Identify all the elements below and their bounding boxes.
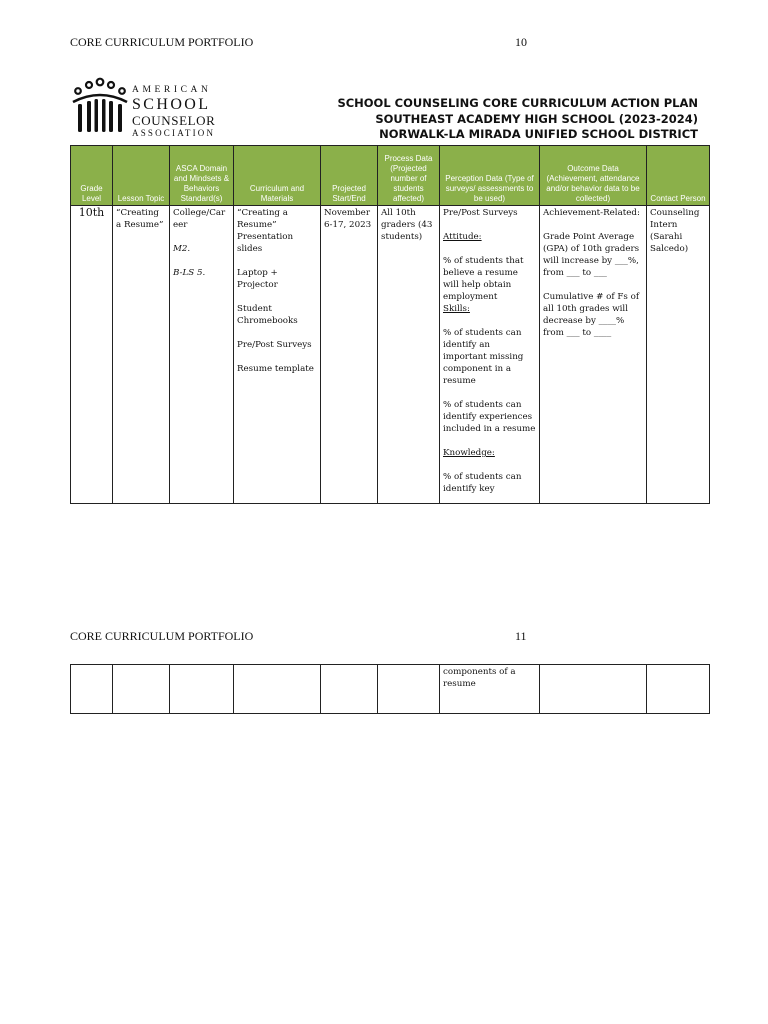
plan-title: SCHOOL COUNSELING CORE CURRICULUM ACTION PLAN — [337, 96, 698, 110]
col-grade-level: Grade Level — [71, 146, 113, 206]
cell-topic: “Creating a Resume” — [113, 206, 170, 504]
col-curriculum-materials: Curriculum and Materials — [234, 146, 321, 206]
standard-m2: M2. — [173, 244, 191, 254]
cell-empty — [321, 665, 378, 714]
col-lesson-topic: Lesson Topic — [113, 146, 170, 206]
page-number: 11 — [515, 629, 527, 643]
district-title: NORWALK-LA MIRADA UNIFIED SCHOOL DISTRICT — [379, 127, 698, 141]
outcome-label: Achievement-Related: — [543, 208, 640, 218]
col-projected-dates: Projected Start/End — [321, 146, 378, 206]
logo-line-association: ASSOCIATION — [132, 127, 216, 138]
asca-figures-icon — [70, 76, 130, 136]
running-title: CORE CURRICULUM PORTFOLIO — [70, 629, 254, 643]
cell-materials — [234, 206, 321, 504]
material-item: Student Chromebooks — [237, 304, 298, 326]
material-item: Resume template — [237, 364, 314, 374]
action-plan-table — [70, 145, 710, 504]
outcome-item: Cumulative # of Fs of all 10th grades will decrease by ____% from ___ to ____ — [543, 292, 640, 338]
logo-line-american: AMERICAN — [132, 85, 212, 95]
attitude-item: % of students that believe a resume will help obtain employment — [443, 256, 524, 302]
domain-text: College/Career — [173, 208, 226, 230]
table-header-row — [71, 146, 710, 206]
cell-perception-continued: components of a resume — [440, 665, 540, 714]
cell-empty — [113, 665, 170, 714]
col-process-data: Process Data (Projected number of students affected) — [378, 146, 440, 206]
skills-item: % of students can identify an important missing component in a resume — [443, 328, 524, 386]
outcome-item: Grade Point Average (GPA) of 10th graders will increase by ___%, from ___ to ___ — [543, 232, 640, 278]
logo-line-school: SCHOOL — [132, 95, 211, 113]
col-contact-person: Contact Person — [647, 146, 710, 206]
cell-process: All 10th graders (43 students) — [378, 206, 440, 504]
cell-empty — [378, 665, 440, 714]
asca-logo — [70, 76, 230, 138]
cell-empty — [170, 665, 234, 714]
standard-bls5: B-LS 5. — [173, 268, 206, 278]
running-title: CORE CURRICULUM PORTFOLIO — [70, 35, 254, 49]
cell-perception — [440, 206, 540, 504]
cell-empty — [71, 665, 113, 714]
material-item: “Creating a Resume” Presentation slides — [237, 208, 294, 254]
col-outcome-data: Outcome Data (Achievement, attendance and/or behavior data to be collected) — [540, 146, 647, 206]
perception-intro: Pre/Post Surveys — [443, 208, 518, 218]
material-item: Pre/Post Surveys — [237, 340, 312, 350]
cell-empty — [647, 665, 710, 714]
cell-standards — [170, 206, 234, 504]
cell-dates: November 6-17, 2023 — [321, 206, 378, 504]
logo-line-counselor: COUNSELOR — [132, 112, 216, 128]
table-row — [71, 206, 710, 504]
table-row — [71, 665, 710, 714]
col-perception-data: Perception Data (Type of surveys/ assessments to be used) — [440, 146, 540, 206]
cell-grade: 10th — [71, 206, 113, 504]
cell-empty — [234, 665, 321, 714]
attitude-label: Attitude: — [443, 232, 482, 242]
action-plan-table-continued — [70, 664, 710, 714]
col-asca-standards: ASCA Domain and Mindsets & Behaviors Standard(s) — [170, 146, 234, 206]
knowledge-item: % of students can identify key — [443, 472, 522, 494]
plan-titles — [337, 96, 698, 143]
cell-empty — [540, 665, 647, 714]
material-item: Laptop + Projector — [237, 268, 278, 290]
knowledge-label: Knowledge: — [443, 448, 495, 458]
page-number: 10 — [515, 35, 527, 49]
cell-outcome — [540, 206, 647, 504]
cell-contact: Counseling Intern (Sarahi Salcedo) — [647, 206, 710, 504]
skills-label: Skills: — [443, 304, 470, 314]
skills-item: % of students can identify experiences included in a resume — [443, 400, 536, 434]
school-title: SOUTHEAST ACADEMY HIGH SCHOOL (2023-2024) — [375, 111, 698, 126]
